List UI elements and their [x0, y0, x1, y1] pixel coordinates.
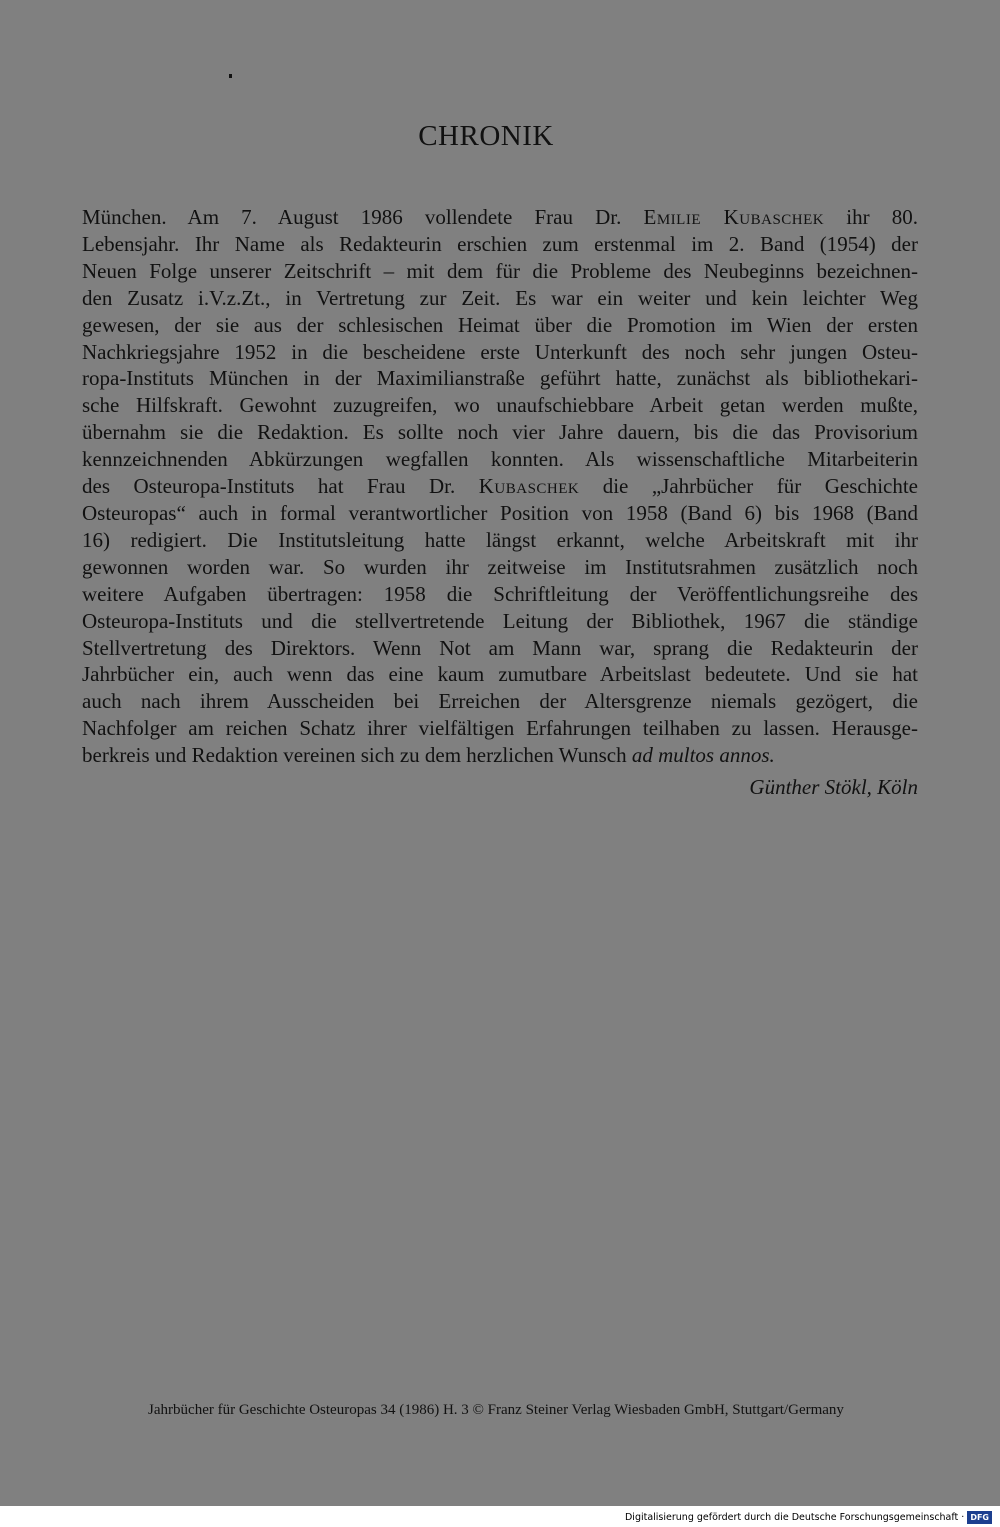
paragraph-line	[82, 473, 918, 500]
text-run: den Zusatz i.V.z.Zt., in Vertretung zur Zeit. Es war ein weiter und kein leichter Weg	[82, 285, 918, 310]
text-run: gewesen, der sie aus der schlesischen Heimat über die Promotion im Wien der ersten	[82, 312, 918, 337]
text-run: 16) redigiert. Die Institutsleitung hatte längst erkannt, welche Arbeitskraft mit ihr	[82, 527, 918, 552]
text-run: die „Jahrbücher für Geschichte	[579, 474, 919, 499]
text-run: ihr 80.	[824, 205, 918, 229]
paragraph-line	[82, 285, 918, 312]
paragraph-line	[82, 446, 918, 473]
text-run: gewonnen worden war. So wurden ihr zeitweise im Institutsrahmen zusätzlich noch	[82, 554, 918, 579]
text-run: weitere Aufgaben übertragen: 1958 die Schriftleitung der Veröffentlichungsreihe des	[82, 581, 918, 606]
text-run: ropa-Instituts München in der Maximilianstraße geführt hatte, zunächst als bibliothekari-	[82, 366, 918, 391]
text-run: übernahm sie die Redaktion. Es sollte noch vier Jahre dauern, bis die das Provisorium	[82, 420, 918, 445]
text-run: Lebensjahr. Ihr Name als Redakteurin erschien zum erstenmal im 2. Band (1954) der	[82, 231, 918, 256]
paragraph-line	[82, 312, 918, 339]
dfg-logo: DFG	[967, 1511, 992, 1524]
text-run: kennzeichnenden Abkürzungen wegfallen konnten. Als wissenschaftliche Mitarbeiterin	[82, 447, 918, 472]
paragraph-line	[82, 339, 918, 366]
paragraph-line	[82, 608, 918, 635]
author-signature: Günther Stökl, Köln	[749, 775, 918, 799]
text-run: Nachkriegsjahre 1952 in die bescheidene erste Unterkunft des noch sehr jungen Osteu-	[82, 339, 918, 364]
paragraph-line	[82, 258, 918, 285]
paragraph-line	[82, 661, 918, 688]
paragraph-line	[82, 635, 918, 662]
digitization-credit-bar	[625, 1510, 992, 1524]
text-run: berkreis und Redaktion vereinen sich zu dem herzlichen Wunsch	[82, 743, 632, 768]
person-name: Emilie Kubaschek	[643, 205, 825, 229]
scan-speck	[229, 74, 232, 78]
paragraph-line	[82, 742, 918, 769]
paragraph-line	[82, 231, 918, 258]
paragraph-line	[82, 419, 918, 446]
paragraph-line	[82, 554, 918, 581]
latin-phrase: ad multos annos.	[631, 743, 775, 768]
paragraph-line	[82, 500, 918, 527]
chronicle-paragraph	[82, 204, 918, 769]
page-title: CHRONIK	[418, 120, 554, 152]
paragraph-line	[82, 715, 918, 742]
journal-citation-footer: Jahrbücher für Geschichte Osteuropas 34 (1986) H. 3 © Franz Steiner Verlag Wiesbaden GmbH, Stuttgart/Germany	[148, 1402, 844, 1418]
digitization-credit-text: Digitalisierung gefördert durch die Deutsche Forschungsgemeinschaft ·	[624, 1511, 965, 1523]
text-run: Osteuropa-Instituts und die stellvertretende Leitung der Bibliothek, 1967 die ständige	[82, 608, 918, 633]
text-run: Nachfolger am reichen Schatz ihrer vielfältigen Erfahrungen teilhaben zu lassen. Herausge-	[82, 716, 918, 741]
text-run: Stellvertretung des Direktors. Wenn Not am Mann war, sprang die Redakteurin der	[82, 635, 918, 660]
paragraph-line	[82, 688, 918, 715]
paragraph-line	[82, 392, 918, 419]
text-run: Jahrbücher ein, auch wenn das eine kaum zumutbare Arbeitslast bedeutete. Und sie hat	[82, 662, 918, 687]
paragraph-line	[82, 581, 918, 608]
text-run: Neuen Folge unserer Zeitschrift – mit dem für die Probleme des Neubeginns bezeichnen-	[82, 258, 918, 283]
text-run: des Osteuropa-Instituts hat Frau Dr.	[82, 474, 479, 499]
text-run: sche Hilfskraft. Gewohnt zuzugreifen, wo unaufschiebbare Arbeit getan werden mußte,	[82, 393, 918, 418]
text-run: auch nach ihrem Ausscheiden bei Erreichen der Altersgrenze niemals gezögert, die	[82, 689, 918, 714]
text-run: Osteuropas“ auch in formal verantwortlicher Position von 1958 (Band 6) bis 1968 (Band	[82, 500, 918, 525]
text-run: München. Am 7. August 1986 vollendete Frau Dr.	[82, 205, 644, 229]
person-name: Kubaschek	[478, 474, 580, 499]
paragraph-line	[82, 527, 918, 554]
paragraph-line	[82, 365, 918, 392]
paragraph-line	[82, 204, 918, 231]
